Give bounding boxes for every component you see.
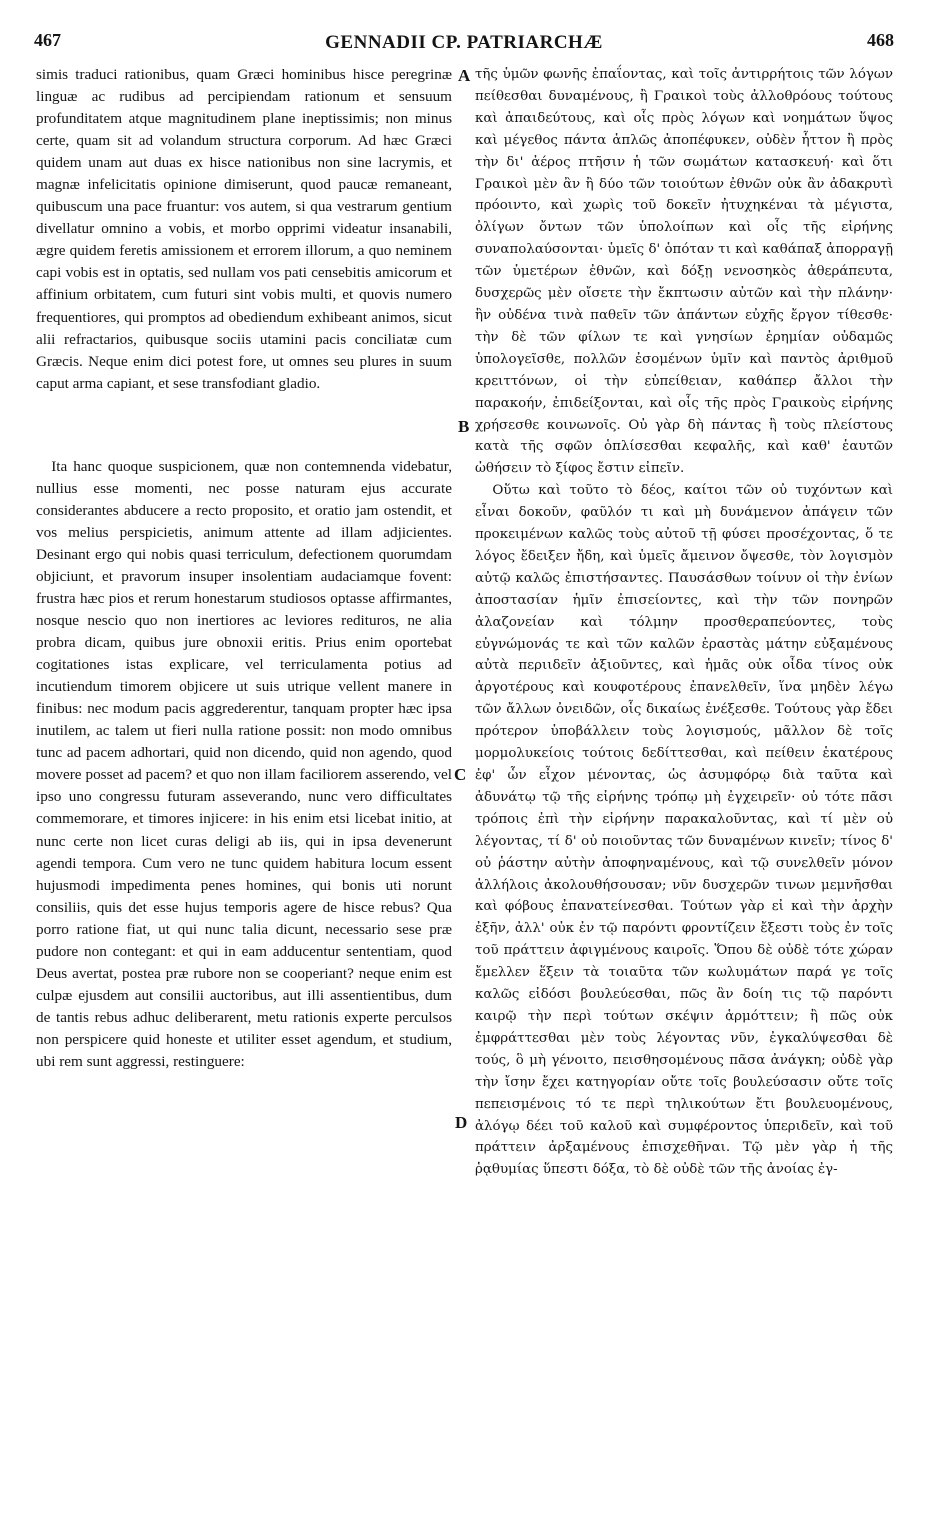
latin-paragraph-1: simis traduci rationibus, quam Græci hominibus hisce peregrinæ linguæ ac rudibus ad percipiendam rationum et sensuum profunditatem atque magnitudinem plane ineptissimis; non minus certe, quam sit ad volandum structura corporum. Ad hæc Græci quidem unam aut duas ex hisce nationibus non sine lacrymis, et magnæ infelicitatis opinione dimiserunt, quod paucæ remaneant, quibuscum una pace fruantur: vos autem, si qua vestrarum gentium divellatur omnino a vobis, et morbo opprimi videatur insanabili, ægre quidem feretis amissionem et errorem illorum, a quo neminem capi vobis est in optatis, sed nullam vos pati censebitis amicorum et affinium orbitatem, cum futuri sint vobis multi, et quovis numero frequentiores, qui promptos ad obediendum exhibeant animos, sicut alii refractarios, quibusque sociis utamini pacis conciliatæ cum Græcis. Neque enim dici potest fore, ut omnes seu plures in suum caput arma capiant, et sese transfodiant gladio.: [36, 66, 452, 392]
latin-column: [36, 64, 452, 1073]
greek-paragraph-2: Οὕτω καὶ τοῦτο τὸ δέος, καίτοι τῶν οὐ τυχόντων καὶ εἶναι δοκοῦν, φαῦλόν τι καὶ μὴ δυνάμενον ἀπάγειν τῶν προκειμένων καλῶς τοὺς αὐτοῦ τῇ φύσει προσέχοντας, ὅ τε λόγος ἔδειξεν ἤδη, καὶ ὑμεῖς ἄμεινον ὄψεσθε, τὸν λογισμὸν αὐτῷ καλῶς ἐπιστήσαντες. Παυσάσθων τοίνυν οἱ τὴν ἐνίων ἀποστασίαν ἡμῖν ἐπισείοντες, καὶ τὴν τῶν πονηρῶν ἀλαζονείαν καὶ τόλμην προσθεραπεύοντες, τοὺς εὐγνώμονάς τε καὶ τῶν καλῶν ἐραστὰς μάτην εὐξαμένους αὐτὰ περιιδεῖν ἀξιοῦντες, καὶ ἡμᾶς οὐκ οἶδα τίνος οὐκ ἀργοτέρους καὶ κουφοτέρους ἐπανελθεῖν, ἵνα μηδὲν λέγω τῶν ἄλλων ὀνειδῶν, οἷς δικαίως ἐνέξεσθε. Τούτους γὰρ ἔδει πρότερον ὑποβάλλειν τοὺς λογισμούς, μᾶλλον δὲ τοῖς μορμολυκείοις τούτοις δεδίττεσθαι, καὶ πείθειν ἑκατέρους ἐφ' ὧν εἶχον μένοντας, ὡς ἀσυμφόρῳ διὰ ταῦτα καὶ ἀδυνάτῳ τῷ τῆς εἰρήνης τρόπῳ μὴ ἐγχειρεῖν· οὐ τότε πᾶσι τρόποις ἐπὶ τὴν εἰρήνην παρακαλοῦντας, καὶ τί μὲν οὐ λέγοντας, τί δ' οὐ ποιοῦντας τῶν δυναμένων κινεῖν; τίνος δ' οὐ ῥάστην αὐτὴν ἀποφηναμένους, καὶ τῷ συνελθεῖν μόνον ἀλλήλοις ἀκολουθήσουσαν; νῦν δυσχερῶν τινων μεμνῆσθαι καὶ φόβους ἐπανατείνεσθαι. Τούτων γὰρ εἰ καὶ τὴν ἀρχὴν ἐξῆν, ἀλλ' οὐκ ἐν τῷ παρόντι φροντίζειν ἔξεστι τοὺς ἐν τοῖς τοῦ πράττειν ἀφιγμένους καιροῖς. Ὅπου δὲ οὐδὲ τότε χώραν ἔμελλεν ἕξειν τὰ τοιαῦτα τῶν κωλυμάτων παρά γε τοῖς καλῶς εἰδόσι βουλεύεσθαι, πῶς ἂν δοίη τις τῷ παρόντι καιρῷ τὴν περὶ τούτων σκέψιν ἁρμόττειν; ἢ πῶς οὐκ ἐμφράττεσθαι μὲν τοὺς λέγοντας νῦν, ἐγκαλύψεσθαι δὲ τούς, ὃ μὴ γένοιτο, πεισθησομένους πᾶσα ἀνάγκη; οὐδὲ γὰρ τὴν ἴσην ἔχει κατηγορίαν οὔτε τοῖς βουλεύσασιν οὔτε τοῖς πεπεισμένοις τό τε περὶ τηλικούτων ἔτι βουλευομένους, ἀλόγῳ δέει τοῦ καλοῦ καὶ συμφέροντος ὑπεριδεῖν, καὶ τοῦ πράττειν ἀρξαμένους ἐπισχεθῆναι. Τῷ μὲν γὰρ ἡ τῆς ῥᾳθυμίας ὕπεστι δόξα, τὸ δὲ οὐδὲ τῶν τῆς ἀνοίας ἐγ-: [475, 483, 893, 1178]
section-marker-b: B: [458, 417, 470, 436]
section-marker-c: C: [454, 765, 467, 784]
page-number-left: 467: [34, 30, 61, 50]
greek-paragraph-1: τῆς ὑμῶν φωνῆς ἐπαΐοντας, καὶ τοῖς ἀντιρρήτοις τῶν λόγων πείθεσθαι δυναμένους, ἢ Γραικοὶ τοὺς ἀλλοθρόους τούτους καὶ ἀπαιδεύτους, καὶ οἷς πρὸς λόγων καὶ νοημάτων ὕψος καὶ μέγεθος πάντα ἁπλῶς ἀποπέφυκεν, οὐδὲν ἧττον ἢ πρὸς τὴν δι' ἀέρος πτῆσιν ἡ τῶν σωμάτων κατασκευή· καὶ ὅτι Γραικοὶ μὲν ἂν ἢ δύο τῶν τοιούτων ἐθνῶν οὐκ ἂν ἀδακρυτὶ πρόοιντο, καὶ χωρὶς τοῦ δοκεῖν ἠτυχηκέναι τὰ μέγιστα, ὀλίγων ὄντων τῶν ὑπολοίπων καὶ οἷς τῆς εἰρήνης συναπολαύσονται· ὑμεῖς δ' ὁπόταν τι καὶ καθάπαξ ἀπορραγῇ τῶν ὑμετέρων ἐθνῶν, καὶ δόξῃ νενοσηκὸς ἀθεράπευτα, δυσχερῶς μὲν οἴσετε τὴν ἔκπτωσιν αὐτῶν καὶ τὴν πλάνην· ἣν οὐδένα τινὰ παθεῖν τῶν ἁπάντων εὐχῆς ἔργον τίθεσθε· τὴν δὲ τῶν φίλων τε καὶ γνησίων ἐρημίαν οὐδαμῶς ὑπολογεῖσθε, πολλῶν ἐσομένων ὑμῖν καὶ παντὸς ἀριθμοῦ κρειττόνων, οἱ τὴν εὐπείθειαν, καθάπερ ἄλλοι τὴν παρακοήν, ἐπιδείξονται, καὶ οἷς τῆς πρὸς Γραικοὺς εἰρήνης χρήσεσθε κοινωνοῖς. Οὐ γὰρ δὴ πάντας ἢ τοὺς πλείστους κατὰ τῆς σφῶν ὁπλίσεσθαι κεφαλῆς, καὶ καθ' ἑαυτῶν ὠθήσειν τὸ ξίφος ἔστιν εἰπεῖν.: [475, 67, 893, 477]
section-marker-d: D: [455, 1113, 468, 1132]
running-title: GENNADII CP. PATRIARCHÆ: [325, 32, 603, 53]
page-number-right: 468: [867, 30, 894, 50]
greek-column: [475, 64, 893, 1181]
section-marker-a: A: [458, 66, 471, 85]
latin-paragraph-2: Ita hanc quoque suspicionem, quæ non contemnenda videbatur, nullius esse momenti, nec posse naturam ejus accurate considerantes abducere a recto proposito, et oratio jam ostendit, et vos melius perspicietis, animum attente ad illam adjicientes. Desinant ergo qui nobis quasi terriculum, defectionem quorumdam objiciunt, et pravorum insuper insolentiam audaciamque fovent: frustra hæc pios et rerum honestarum studiosos optasse affirmantes, nosque nescio quo non inertiores ac leviores redituros, ne alia probra dicam, quibus jure obnoxii eritis. Prius enim oportebat cogitationes istas explicare, vel terriculamenta potius ad incutiendum timorem objicere ut suis utrique vellent manere in finibus: nec modum pacis aggrederentur, tanquam propter hæc ipsa inutilem, ac talem ut fieri nulla ratione possit: non modo omnibus tunc ad pacem adhortari, quid non dicendo, quid non agendo, quod movere posset ad pacem? et quo non illam faciliorem asserendo, vel ipso uno congressu futuram asseverando, nunc vero difficultates commemorare, et timores injicere: in his enim etsi licebat initio, at nunc certe non licet curas deligi ab iis, qui in ipsa devenerunt agendi tempora. Cum vero ne tunc quidem habitura locum essent hujusmodi impedimenta penes homines, qui bonis uti norunt consiliis, quis det esse hujus temporis agere de hisce rebus? Qua porro ratione fiat, ut qui nunc talia dicunt, necessario sese præ pudore non contegant: et qui in eam adducentur sententiam, quod Deus avertat, postea præ rubore non se cooperiant? neque enim est culpæ ejusdem aut consilii auctoribus, aut illi assentientibus, dum de tantis rebus adhuc deliberarent, metu rationis experte perculsos non perspicere quid honeste et utiliter esset agendum, et studium, ubi rem sunt aggressi, restinguere:: [36, 457, 452, 1070]
running-header: [34, 30, 894, 60]
